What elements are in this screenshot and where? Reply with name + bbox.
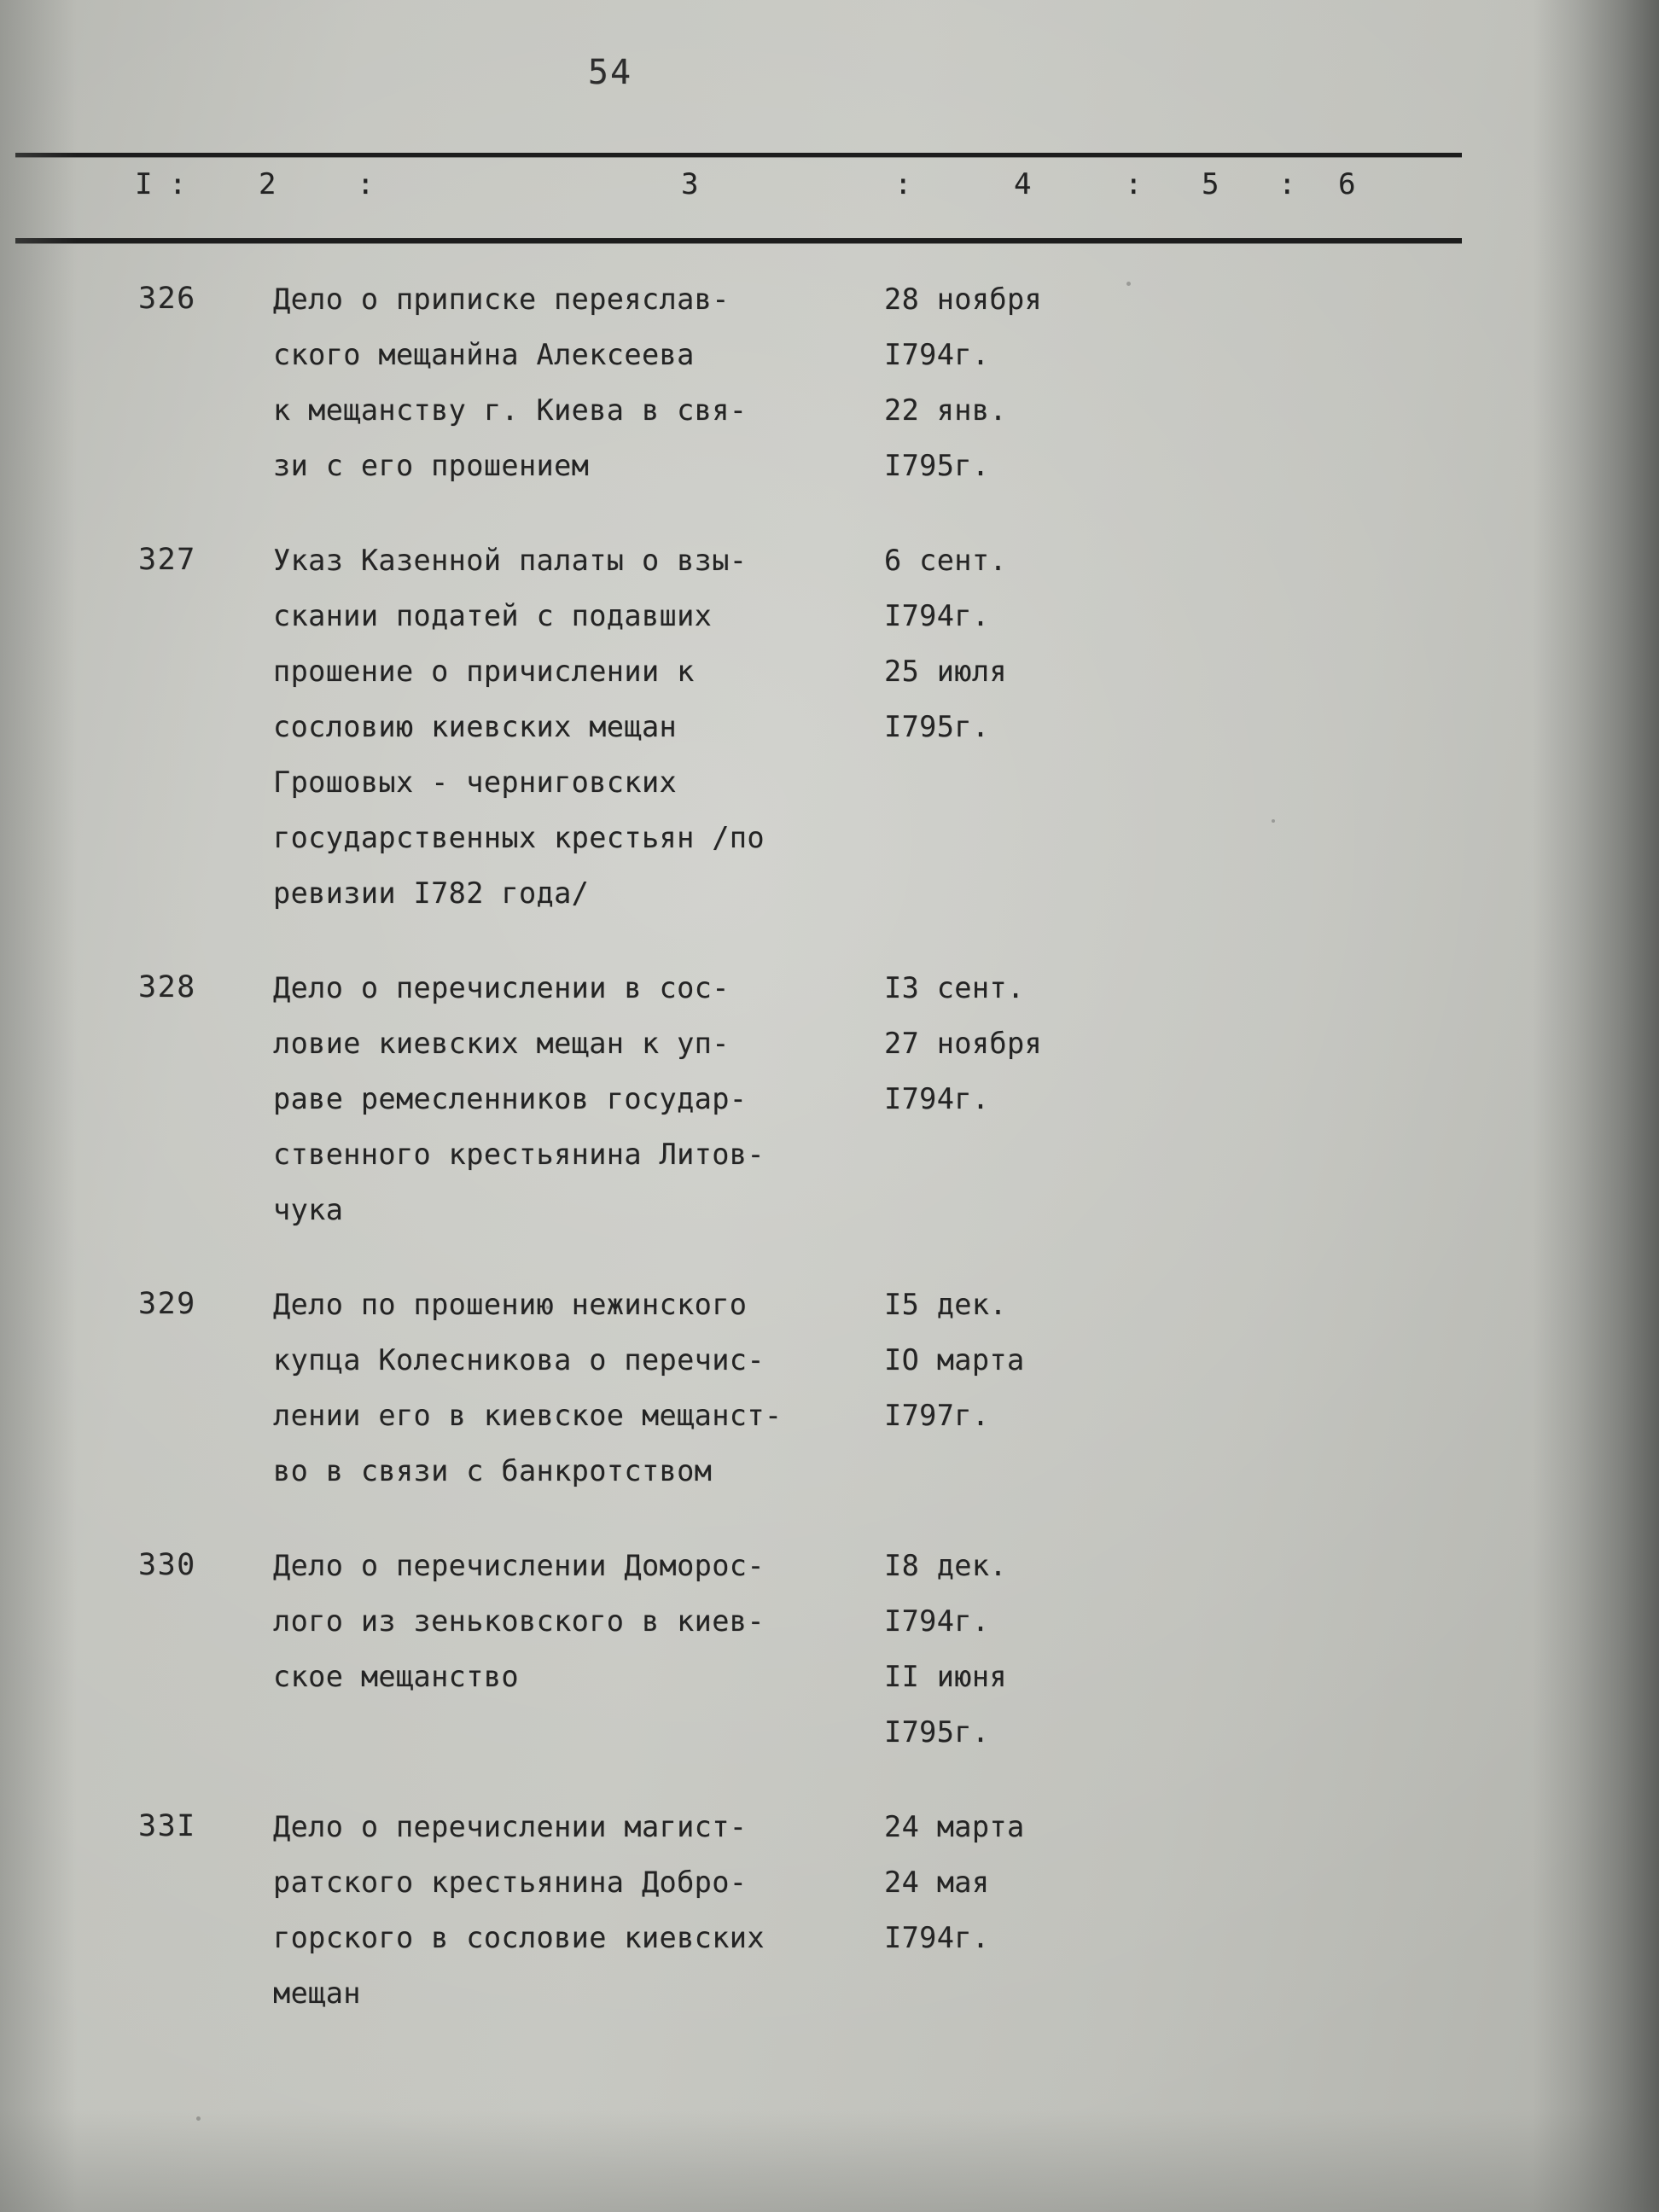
column-header-label: 4: [1014, 167, 1032, 201]
table-row: [0, 960, 1659, 1237]
entry-title-line: мещан: [273, 1976, 361, 2010]
column-header-label: 5: [1202, 167, 1220, 201]
entry-title-line: ское мещанство: [273, 1660, 519, 1693]
entry-title-line: ревизии I782 года/: [273, 876, 590, 910]
column-header-label: :: [894, 167, 912, 201]
entry-date-line: I794г.: [884, 338, 990, 371]
entry-title-line: ственного крестьянина Литов-: [273, 1138, 765, 1171]
entry-number: 327: [138, 543, 196, 577]
entry-title-line: Дело о перечислении в сос-: [273, 971, 730, 1004]
table-header-bottom-rule: [15, 238, 1462, 243]
entry-title-line: Дело о перечислении магист-: [273, 1810, 748, 1843]
entry-title-line: государственных крестьян /по: [273, 821, 765, 854]
page-bottom-shadow: [0, 2110, 1659, 2212]
column-header-label: 2: [259, 167, 276, 201]
table-top-rule: [15, 153, 1462, 157]
entry-date-line: 24 марта: [884, 1810, 1025, 1843]
entry-date-line: I8 дек.: [884, 1549, 1007, 1582]
entry-date-line: 22 янв.: [884, 393, 1007, 427]
entry-number: 328: [138, 970, 196, 1004]
entry-date-line: 6 сент.: [884, 544, 1007, 577]
table-row: [0, 1538, 1659, 1760]
entry-title: [273, 1799, 879, 2021]
entry-date-line: 28 ноября: [884, 282, 1043, 316]
entry-title: [273, 533, 879, 921]
entry-title-line: зи с его прошением: [273, 449, 590, 482]
entry-title-line: Дело по прошению нежинского: [273, 1288, 748, 1321]
entry-columns: [0, 1799, 1659, 2021]
entry-dates: [879, 960, 1294, 1126]
table-row: [0, 271, 1659, 493]
entry-date-line: I797г.: [884, 1399, 990, 1432]
entry-dates: [879, 533, 1294, 754]
column-header-label: :: [169, 167, 187, 201]
entry-title-line: Дело о перечислении Доморос-: [273, 1549, 765, 1582]
entry-title: [273, 960, 879, 1237]
entry-columns: [0, 960, 1659, 1237]
column-header-label: 6: [1338, 167, 1356, 201]
entry-dates: [879, 1538, 1294, 1760]
entry-title-line: раве ремесленников государ-: [273, 1082, 748, 1115]
entry-date-line: I795г.: [884, 710, 990, 743]
entry-title-line: ловие киевских мещан к уп-: [273, 1027, 730, 1060]
entry-date-line: I5 дек.: [884, 1288, 1007, 1321]
entry-number: 329: [138, 1287, 196, 1321]
table-row: [0, 533, 1659, 921]
entry-columns: [0, 1538, 1659, 1760]
entry-number: 330: [138, 1548, 196, 1582]
table-row: [0, 1799, 1659, 2021]
entry-date-line: I794г.: [884, 599, 990, 632]
entry-title-line: купца Колесникова о перечис-: [273, 1343, 765, 1377]
entry-date-line: I794г.: [884, 1604, 990, 1638]
entry-date-line: 24 мая: [884, 1866, 990, 1899]
entry-dates: [879, 1277, 1294, 1443]
entry-date-line: 27 ноября: [884, 1027, 1043, 1060]
entry-list: [0, 271, 1659, 2060]
paper-speck: [196, 2116, 201, 2121]
entry-title-line: лого из зеньковского в киев-: [273, 1604, 765, 1638]
entry-date-line: II июня: [884, 1660, 1007, 1693]
entry-date-line: I795г.: [884, 1715, 990, 1749]
column-header-label: I: [135, 167, 153, 201]
entry-number: 33I: [138, 1809, 196, 1843]
entry-date-line: 25 июля: [884, 655, 1007, 688]
column-header-label: :: [357, 167, 375, 201]
entry-title: [273, 1538, 879, 1704]
page-number: 54: [587, 53, 633, 92]
entry-title-line: лении его в киевское мещанст-: [273, 1399, 783, 1432]
entry-title-line: чука: [273, 1193, 344, 1226]
entry-title-line: Дело о приписке переяслав-: [273, 282, 730, 316]
entry-title-line: Грошовых - черниговских: [273, 765, 678, 799]
entry-title-line: сословию киевских мещан: [273, 710, 678, 743]
entry-title-line: к мещанству г. Киева в свя-: [273, 393, 748, 427]
entry-columns: [0, 533, 1659, 921]
entry-date-line: IO марта: [884, 1343, 1025, 1377]
entry-date-line: I3 сент.: [884, 971, 1025, 1004]
table-row: [0, 1277, 1659, 1499]
entry-title-line: ского мещанйна Алексеева: [273, 338, 695, 371]
entry-dates: [879, 271, 1294, 493]
entry-columns: [0, 271, 1659, 493]
entry-columns: [0, 1277, 1659, 1499]
entry-title-line: скании податей с подавших: [273, 599, 713, 632]
entry-title-line: горского в сословие киевских: [273, 1921, 765, 1954]
column-header-row: [15, 167, 1462, 234]
entry-title-line: во в связи с банкротством: [273, 1454, 713, 1487]
column-header-label: :: [1125, 167, 1143, 201]
entry-title: [273, 1277, 879, 1499]
entry-number: 326: [138, 282, 196, 316]
entry-dates: [879, 1799, 1294, 1965]
entry-date-line: I794г.: [884, 1921, 990, 1954]
column-header-label: :: [1278, 167, 1296, 201]
entry-date-line: I795г.: [884, 449, 990, 482]
column-header-label: 3: [681, 167, 699, 201]
entry-title-line: прошение о причислении к: [273, 655, 695, 688]
entry-title: [273, 271, 879, 493]
entry-title-line: ратского крестьянина Добро-: [273, 1866, 748, 1899]
entry-title-line: Указ Казенной палаты о взы-: [273, 544, 748, 577]
entry-date-line: I794г.: [884, 1082, 990, 1115]
